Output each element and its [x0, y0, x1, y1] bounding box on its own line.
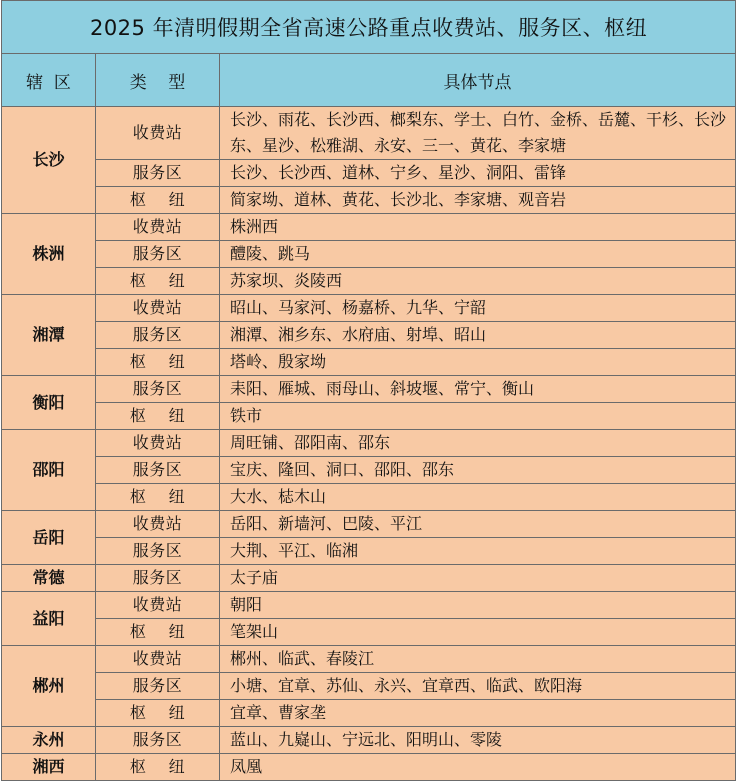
nodes-cell: 岳阳、新墙河、巴陵、平江	[220, 511, 736, 538]
table-row	[2, 430, 736, 457]
type-cell: 枢 纽	[96, 484, 220, 511]
region-cell: 湘西	[2, 754, 96, 781]
nodes-cell: 昭山、马家河、杨嘉桥、九华、宁韶	[220, 295, 736, 322]
type-cell: 枢 纽	[96, 754, 220, 781]
nodes-cell: 太子庙	[220, 565, 736, 592]
header-row	[2, 54, 736, 107]
type-cell: 枢 纽	[96, 403, 220, 430]
type-cell: 服务区	[96, 376, 220, 403]
nodes-cell: 宜章、曹家垄	[220, 700, 736, 727]
header-type: 类 型	[96, 54, 220, 107]
region-cell: 益阳	[2, 592, 96, 646]
nodes-cell: 长沙、长沙西、道林、宁乡、星沙、洞阳、雷锋	[220, 160, 736, 187]
table-row	[2, 457, 736, 484]
nodes-cell: 简家坳、道林、黄花、长沙北、李家塘、观音岩	[220, 187, 736, 214]
table-row	[2, 673, 736, 700]
header-region: 辖 区	[2, 54, 96, 107]
type-cell: 枢 纽	[96, 268, 220, 295]
nodes-cell: 笔架山	[220, 619, 736, 646]
type-cell: 收费站	[96, 430, 220, 457]
title-row	[2, 1, 736, 54]
type-cell: 收费站	[96, 295, 220, 322]
header-nodes: 具体节点	[220, 54, 736, 107]
region-cell: 邵阳	[2, 430, 96, 511]
table-row	[2, 214, 736, 241]
type-cell: 服务区	[96, 538, 220, 565]
table-row	[2, 592, 736, 619]
nodes-cell: 大水、梽木山	[220, 484, 736, 511]
type-cell: 收费站	[96, 107, 220, 160]
type-cell: 服务区	[96, 160, 220, 187]
table-row	[2, 511, 736, 538]
type-cell: 收费站	[96, 646, 220, 673]
region-cell: 株洲	[2, 214, 96, 295]
nodes-cell: 郴州、临武、春陵江	[220, 646, 736, 673]
nodes-cell: 朝阳	[220, 592, 736, 619]
region-cell: 郴州	[2, 646, 96, 727]
nodes-cell: 大荆、平江、临湘	[220, 538, 736, 565]
table-title: 2025 年清明假期全省高速公路重点收费站、服务区、枢纽	[2, 1, 736, 54]
type-cell: 收费站	[96, 511, 220, 538]
nodes-cell: 塔岭、殷家坳	[220, 349, 736, 376]
nodes-cell: 蓝山、九嶷山、宁远北、阳明山、零陵	[220, 727, 736, 754]
table-row	[2, 403, 736, 430]
type-cell: 服务区	[96, 241, 220, 268]
type-cell: 服务区	[96, 457, 220, 484]
region-cell: 湘潭	[2, 295, 96, 376]
nodes-cell: 凤凰	[220, 754, 736, 781]
nodes-cell: 小塘、宜章、苏仙、永兴、宜章西、临武、欧阳海	[220, 673, 736, 700]
nodes-cell: 宝庆、隆回、洞口、邵阳、邵东	[220, 457, 736, 484]
table-row	[2, 727, 736, 754]
table-row	[2, 565, 736, 592]
region-cell: 岳阳	[2, 511, 96, 565]
nodes-table	[1, 0, 736, 781]
table-row	[2, 646, 736, 673]
nodes-cell: 苏家坝、炎陵西	[220, 268, 736, 295]
table-row	[2, 700, 736, 727]
type-cell: 服务区	[96, 673, 220, 700]
nodes-cell: 长沙、雨花、长沙西、榔梨东、学士、白竹、金桥、岳麓、干杉、长沙东、星沙、松雅湖、永安、三一、黄花、李家塘	[220, 107, 736, 160]
table-row	[2, 187, 736, 214]
table-row	[2, 268, 736, 295]
table-row	[2, 322, 736, 349]
nodes-cell: 耒阳、雁城、雨母山、斜坡堰、常宁、衡山	[220, 376, 736, 403]
nodes-cell: 醴陵、跳马	[220, 241, 736, 268]
nodes-table-container	[1, 0, 735, 781]
nodes-cell: 周旺铺、邵阳南、邵东	[220, 430, 736, 457]
table-row	[2, 538, 736, 565]
region-cell: 常德	[2, 565, 96, 592]
table-row	[2, 295, 736, 322]
nodes-cell: 株洲西	[220, 214, 736, 241]
type-cell: 服务区	[96, 727, 220, 754]
type-cell: 枢 纽	[96, 700, 220, 727]
type-cell: 枢 纽	[96, 619, 220, 646]
table-row	[2, 484, 736, 511]
table-row	[2, 107, 736, 160]
type-cell: 枢 纽	[96, 187, 220, 214]
table-row	[2, 376, 736, 403]
table-row	[2, 754, 736, 781]
type-cell: 服务区	[96, 565, 220, 592]
type-cell: 服务区	[96, 322, 220, 349]
type-cell: 收费站	[96, 592, 220, 619]
type-cell: 枢 纽	[96, 349, 220, 376]
type-cell: 收费站	[96, 214, 220, 241]
table-row	[2, 349, 736, 376]
nodes-cell: 铁市	[220, 403, 736, 430]
table-row	[2, 160, 736, 187]
table-row	[2, 241, 736, 268]
region-cell: 永州	[2, 727, 96, 754]
nodes-cell: 湘潭、湘乡东、水府庙、射埠、昭山	[220, 322, 736, 349]
region-cell: 长沙	[2, 107, 96, 214]
table-row	[2, 619, 736, 646]
region-cell: 衡阳	[2, 376, 96, 430]
